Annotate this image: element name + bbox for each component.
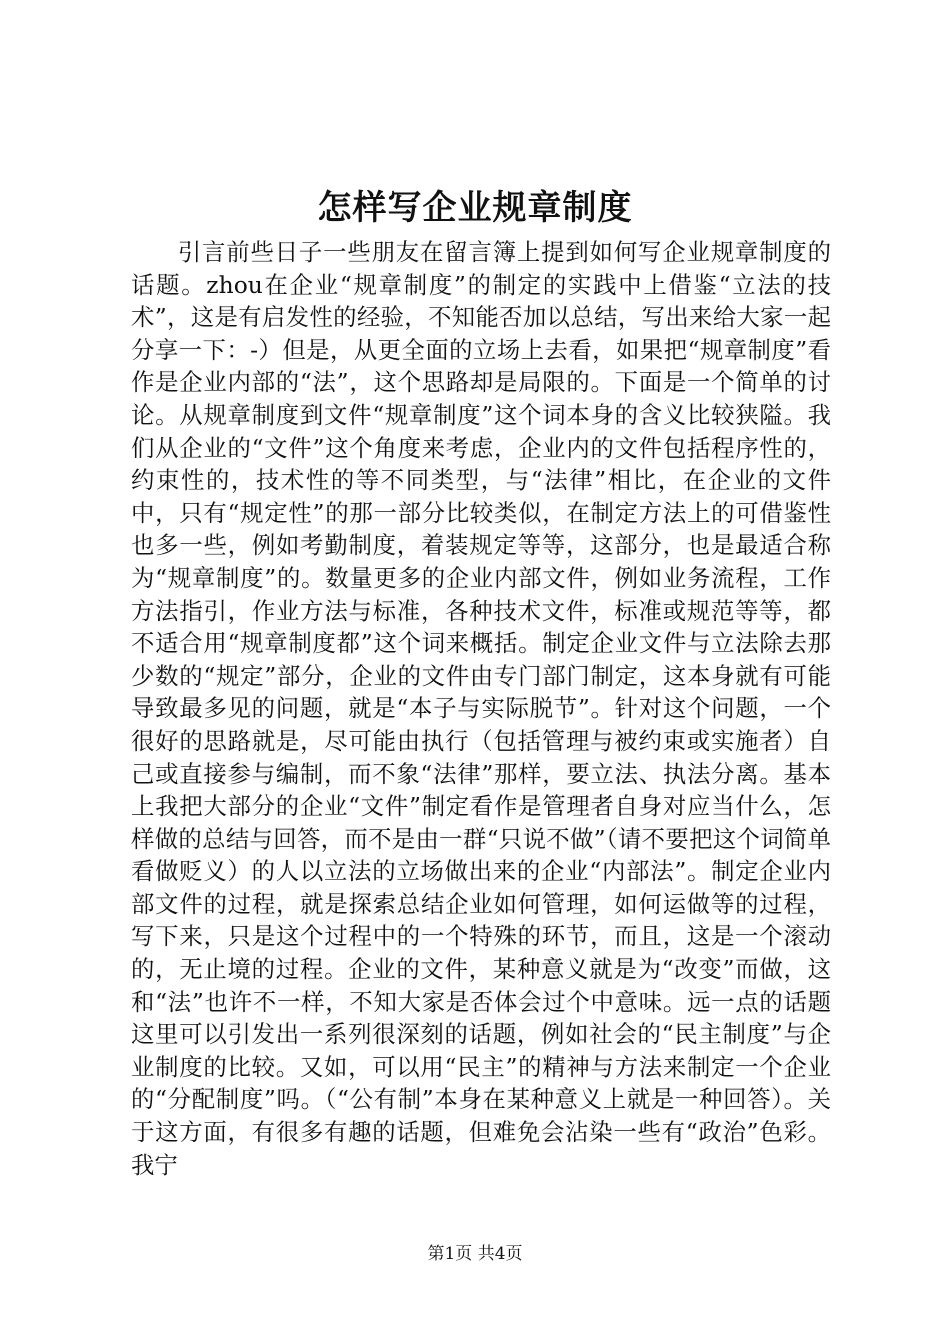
- document-title: 怎样写企业规章制度: [317, 188, 633, 228]
- page-number-footer: 第1页 共4页: [427, 1244, 523, 1264]
- document-body-paragraph: 引言前些日子一些朋友在留言簿上提到如何写企业规章制度的话题。zhou在企业“规章制度”的制定的实践中上借鉴“立法的技术”，这是有启发性的经验，不知能否加以总结，写出来给大家一起分享一下：-）但是，从更全面的立场上去看，如果把“规章制度”看作是企业内部的“法”，这个思路却是局限的。下面是一个简单的讨论。从规章制度到文件“规章制度”这个词本身的含义比较狭隘。我们从企业的“文件”这个角度来考虑，企业内的文件包括程序性的，约束性的，技术性的等不同类型，与“法律”相比，在企业的文件中，只有“规定性”的那一部分比较类似，在制定方法上的可借鉴性也多一些，例如考勤制度，着装规定等等，这部分，也是最适合称为“规章制度”的。数量更多的企业内部文件，例如业务流程，工作方法指引，作业方法与标准，各种技术文件，标准或规范等等，都不适合用“规章制度都”这个词来概括。制定企业文件与立法除去那少数的“规定”部分，企业的文件由专门部门制定，这本身就有可能导致最多见的问题，就是“本子与实际脱节”。针对这个问题，一个很好的思路就是，尽可能由执行（包括管理与被约束或实施者）自己或直接参与编制，而不象“法律”那样，要立法、执法分离。基本上我把大部分的企业“文件”制定看作是管理者自身对应当什么，怎样做的总结与回答，而不是由一群“只说不做”（请不要把这个词简单看做贬义）的人以立法的立场做出来的企业“内部法”。制定企业内部文件的过程，就是探索总结企业如何管理，如何运做等的过程，写下来，只是这个过程中的一个特殊的环节，而且，这是一个滚动的，无止境的过程。企业的文件，某种意义就是为“改变”而做，这和“法”也许不一样，不知大家是否体会过个中意味。远一点的话题这里可以引发出一系列很深刻的话题，例如社会的“民主制度”与企业制度的比较。又如，可以用“民主”的精神与方法来制定一个企业的“分配制度”吗。（“公有制”本身在某种意义上就是一种回答）。关于这方面，有很多有趣的话题，但难免会沾染一些有“政治”色彩。我宁: [131, 238, 831, 1179]
